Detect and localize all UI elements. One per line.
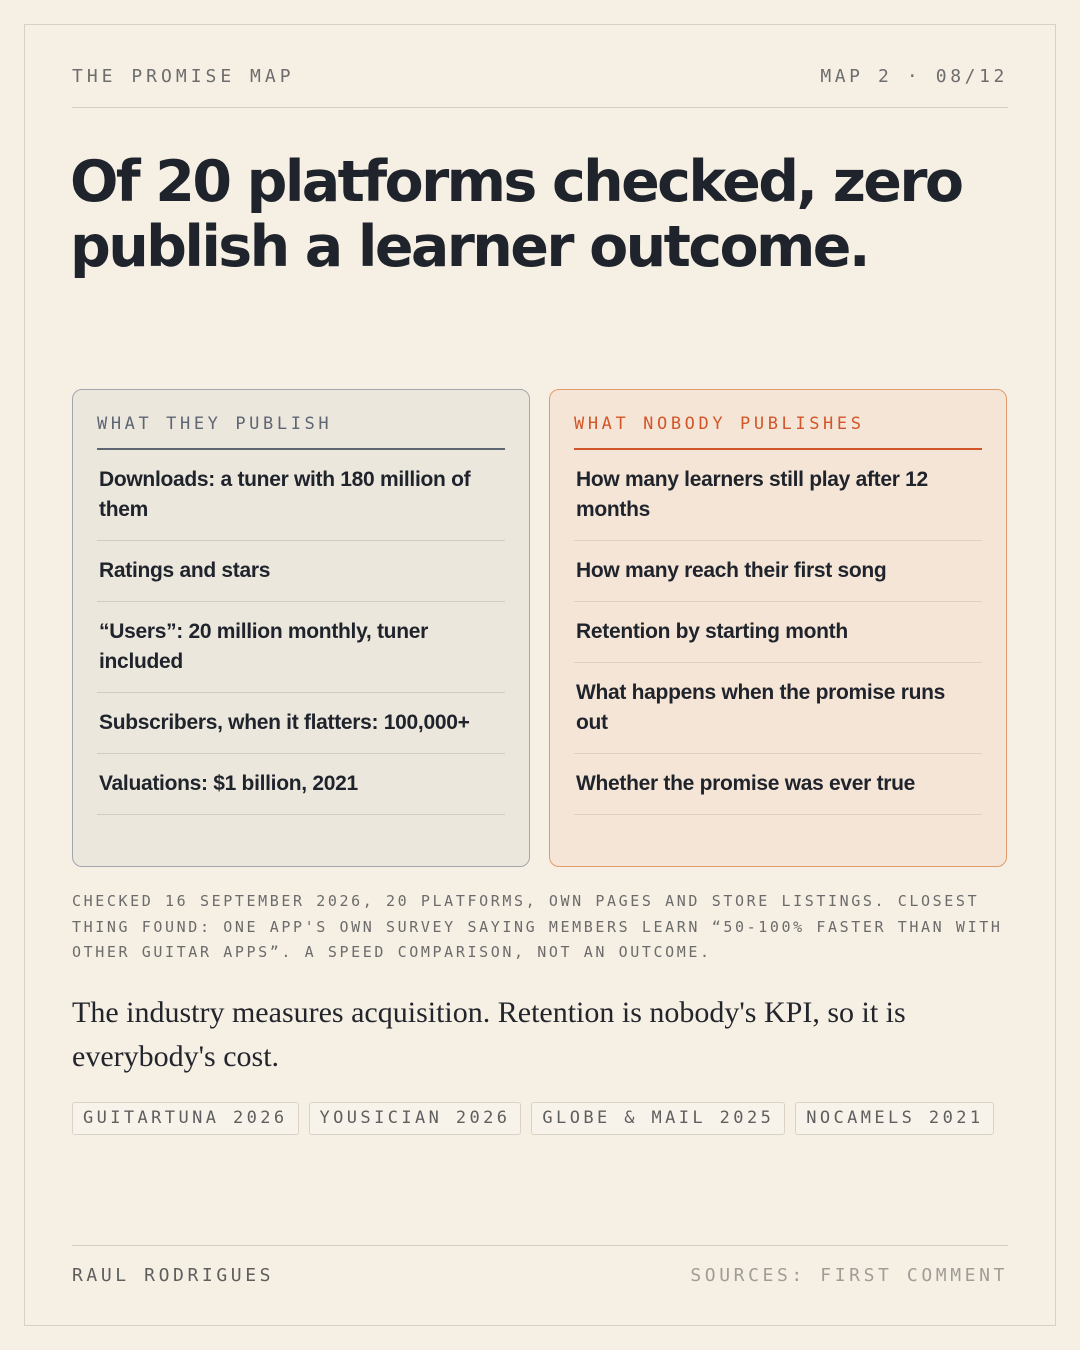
series-title: THE PROMISE MAP xyxy=(72,66,295,87)
list-item: How many learners still play after 12 months xyxy=(574,450,982,541)
source-tags xyxy=(72,1102,994,1135)
headline: Of 20 platforms checked, zero publish a learner outcome. xyxy=(70,149,962,280)
source-tag: YOUSICIAN 2026 xyxy=(309,1102,522,1135)
top-bar xyxy=(72,64,1008,108)
panel-title: WHAT THEY PUBLISH xyxy=(97,390,505,450)
list-item: Ratings and stars xyxy=(97,541,505,602)
source-tag: GLOBE & MAIL 2025 xyxy=(531,1102,785,1135)
list-item: How many reach their first song xyxy=(574,541,982,602)
source-tag: GUITARTUNA 2026 xyxy=(72,1102,299,1135)
list-item: Whether the promise was ever true xyxy=(574,754,982,815)
source-tag: NOCAMELS 2021 xyxy=(795,1102,994,1135)
panel-title: WHAT NOBODY PUBLISHES xyxy=(574,390,982,450)
unpublished-list xyxy=(574,450,982,815)
sources-note: SOURCES: FIRST COMMENT xyxy=(690,1265,1008,1286)
what-they-publish-panel xyxy=(72,389,530,867)
list-item: Retention by starting month xyxy=(574,602,982,663)
published-list xyxy=(97,450,505,815)
footer xyxy=(72,1245,1008,1295)
methodology-note: CHECKED 16 SEPTEMBER 2026, 20 PLATFORMS, OWN PAGES AND STORE LISTINGS. CLOSEST THING FOUND: ONE APP'S OWN SURVEY SAYING MEMBERS LEARN “50-100% FASTER THAN WITH OTHER GUITAR APPS”. A SPEED COMPARISON, NOT AN OUTCOME. xyxy=(72,892,1003,961)
list-item: What happens when the promise runs out xyxy=(574,663,982,754)
page-indicator: MAP 2 · 08/12 xyxy=(820,66,1008,87)
list-item: Subscribers, when it flatters: 100,000+ xyxy=(97,693,505,754)
what-nobody-publishes-panel xyxy=(549,389,1007,867)
author-name: RAUL RODRIGUES xyxy=(72,1265,275,1286)
list-item: Valuations: $1 billion, 2021 xyxy=(97,754,505,815)
pull-quote: The industry measures acquisition. Retention is nobody's KPI, so it is everybody's cost. xyxy=(72,996,906,1073)
list-item: “Users”: 20 million monthly, tuner included xyxy=(97,602,505,693)
list-item: Downloads: a tuner with 180 million of them xyxy=(97,450,505,541)
